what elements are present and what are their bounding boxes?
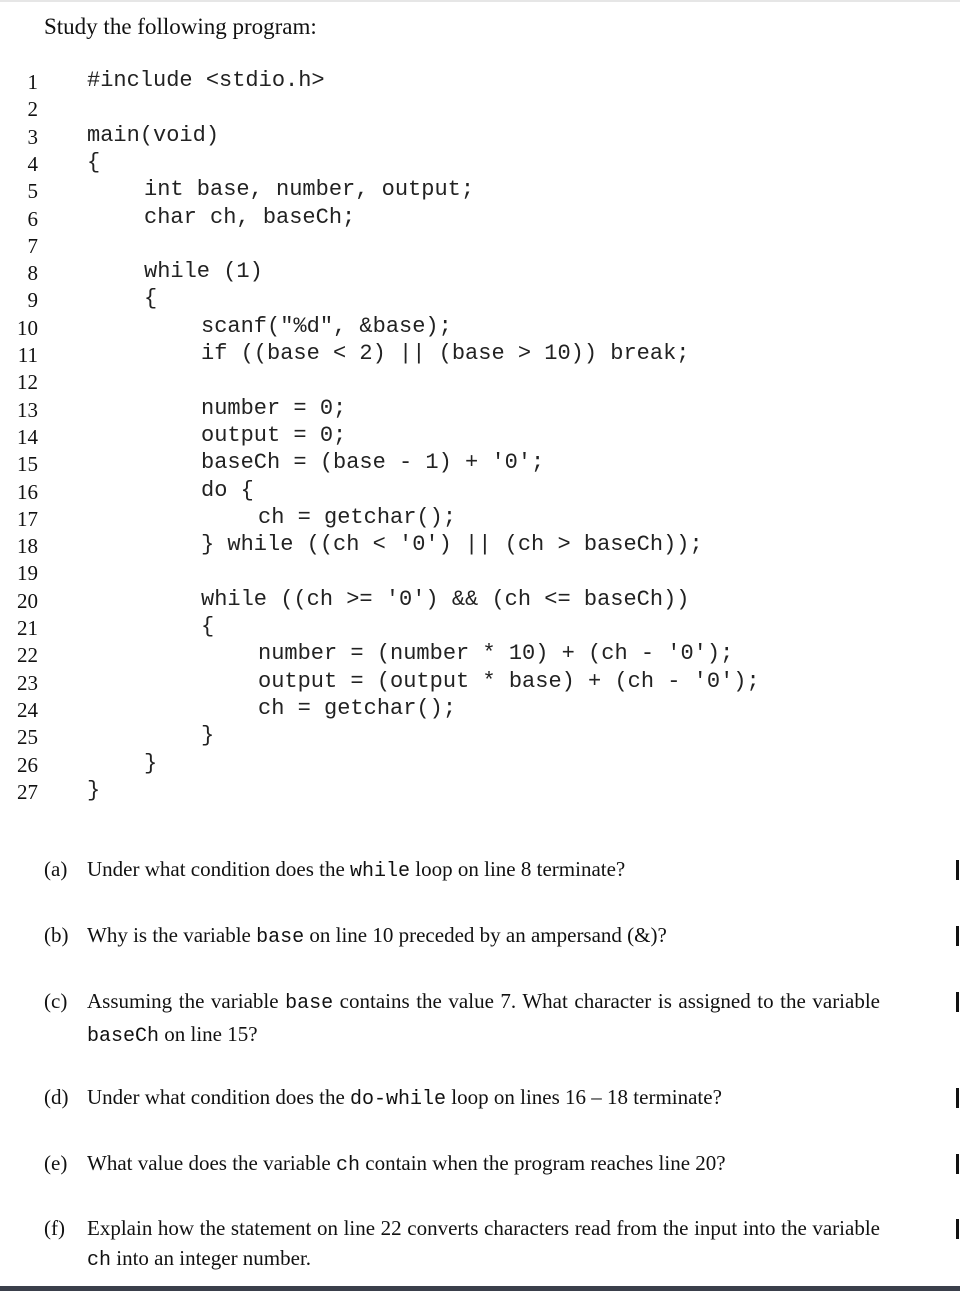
margin-mark — [956, 1154, 959, 1174]
question-e-label: (e) — [44, 1151, 68, 1175]
code-line — [0, 723, 960, 750]
code-text: { — [144, 286, 158, 312]
code-line — [0, 396, 960, 423]
question-c-label: (c) — [44, 989, 68, 1013]
code-text: } — [144, 750, 158, 776]
code-base: base — [285, 992, 334, 1015]
question-f: (f) Explain how the statement on line 22 converts characters read from the input into the variable ch into an integer number. — [44, 1213, 880, 1276]
code-line — [0, 177, 960, 204]
code-line — [0, 205, 960, 232]
line-number: 2 — [27, 97, 38, 122]
code-line — [0, 614, 960, 641]
line-number: 15 — [17, 452, 38, 477]
code-line — [0, 641, 960, 668]
code-line — [0, 450, 960, 477]
code-line — [0, 559, 960, 586]
code-text: } while ((ch < '0') || (ch > baseCh)); — [201, 532, 703, 558]
code-basech: baseCh — [87, 1025, 160, 1048]
code-text: } — [201, 723, 215, 749]
line-number: 7 — [27, 233, 38, 258]
code-text: main(void) — [87, 122, 220, 148]
question-d: (d) Under what condition does the do-while loop on lines 16 – 18 terminate? — [44, 1082, 880, 1115]
code-text: int base, number, output; — [144, 177, 475, 203]
bottom-bar — [0, 1286, 960, 1291]
code-line — [0, 669, 960, 696]
code-text: scanf("%d", &base); — [201, 313, 452, 339]
code-text: { — [201, 614, 215, 639]
code-line — [0, 368, 960, 395]
question-e: (e) What value does the variable ch contain when the program reaches line 20? — [44, 1148, 880, 1181]
code-text: number = (number * 10) + (ch - '0'); — [258, 641, 734, 667]
line-number: 12 — [17, 370, 38, 395]
margin-mark — [956, 992, 959, 1012]
code-text: #include <stdio.h> — [87, 68, 325, 93]
line-number: 11 — [17, 343, 38, 367]
line-number: 6 — [27, 206, 38, 231]
code-text: do { — [201, 477, 254, 503]
line-number: 14 — [17, 424, 38, 449]
margin-mark — [956, 860, 959, 880]
code-text: if ((base < 2) || (base > 10)) break; — [201, 341, 690, 366]
intro-heading: Study the following program: — [44, 14, 317, 39]
line-number: 23 — [17, 670, 38, 695]
code-line — [0, 286, 960, 313]
code-line — [0, 505, 960, 532]
line-number: 18 — [17, 534, 38, 559]
code-line — [0, 778, 960, 805]
code-line — [0, 696, 960, 723]
code-line — [0, 532, 960, 559]
line-number: 21 — [17, 616, 38, 640]
code-line — [0, 259, 960, 286]
code-text: } — [87, 777, 101, 803]
line-number: 4 — [27, 151, 38, 176]
line-number: 26 — [17, 752, 38, 777]
code-line — [0, 150, 960, 177]
question-b: (b) Why is the variable base on line 10 preceded by an ampersand (&)? — [44, 920, 880, 953]
code-text: while (1) — [144, 259, 263, 285]
code-line — [0, 314, 960, 341]
line-number: 5 — [27, 179, 38, 204]
code-line — [0, 751, 960, 778]
margin-mark — [956, 926, 959, 946]
code-while: while — [350, 860, 411, 883]
line-number: 27 — [17, 779, 38, 804]
line-number: 8 — [27, 261, 38, 286]
line-number: 20 — [17, 588, 38, 613]
code-text: char ch, baseCh; — [144, 204, 356, 230]
code-line — [0, 123, 960, 150]
code-line — [0, 341, 960, 368]
line-number: 9 — [27, 288, 38, 313]
line-number: 1 — [27, 70, 38, 94]
code-text: ch = getchar(); — [258, 695, 457, 721]
question-d-label: (d) — [44, 1085, 69, 1109]
code-text: baseCh = (base - 1) + '0'; — [201, 450, 545, 476]
code-text: output = (output * base) + (ch - '0'); — [258, 668, 760, 694]
line-number: 10 — [17, 315, 38, 340]
line-number: 24 — [17, 697, 38, 722]
code-line — [0, 232, 960, 259]
line-number: 13 — [17, 397, 38, 422]
code-base: base — [256, 926, 305, 949]
code-text: output = 0; — [201, 422, 347, 448]
question-f-label: (f) — [44, 1216, 65, 1240]
code-text: ch = getchar(); — [258, 504, 457, 530]
line-number: 22 — [17, 643, 38, 668]
code-line — [0, 423, 960, 450]
code-line — [0, 95, 960, 122]
question-a: (a) Under what condition does the while loop on line 8 terminate? — [44, 854, 880, 887]
margin-mark — [956, 1088, 959, 1108]
line-number: 19 — [17, 561, 38, 586]
question-a-label: (a) — [44, 857, 68, 881]
question-c: (c) Assuming the variable base contains the value 7. What character is assigned to the variable baseCh on line 15? — [44, 986, 880, 1052]
code-line — [0, 587, 960, 614]
code-text: number = 0; — [201, 395, 347, 421]
top-border — [0, 0, 960, 2]
code-text: while ((ch >= '0') && (ch <= baseCh)) — [201, 586, 690, 612]
line-number: 16 — [17, 479, 38, 504]
line-number: 25 — [17, 725, 38, 750]
code-do-while: do-while — [350, 1088, 447, 1111]
line-number: 17 — [17, 506, 38, 531]
line-number: 3 — [27, 124, 38, 149]
code-line — [0, 68, 960, 95]
question-b-label: (b) — [44, 923, 69, 947]
code-text: { — [87, 149, 101, 175]
code-ch: ch — [335, 1154, 360, 1177]
code-ch: ch — [87, 1249, 112, 1272]
code-line — [0, 478, 960, 505]
margin-mark — [956, 1219, 959, 1239]
